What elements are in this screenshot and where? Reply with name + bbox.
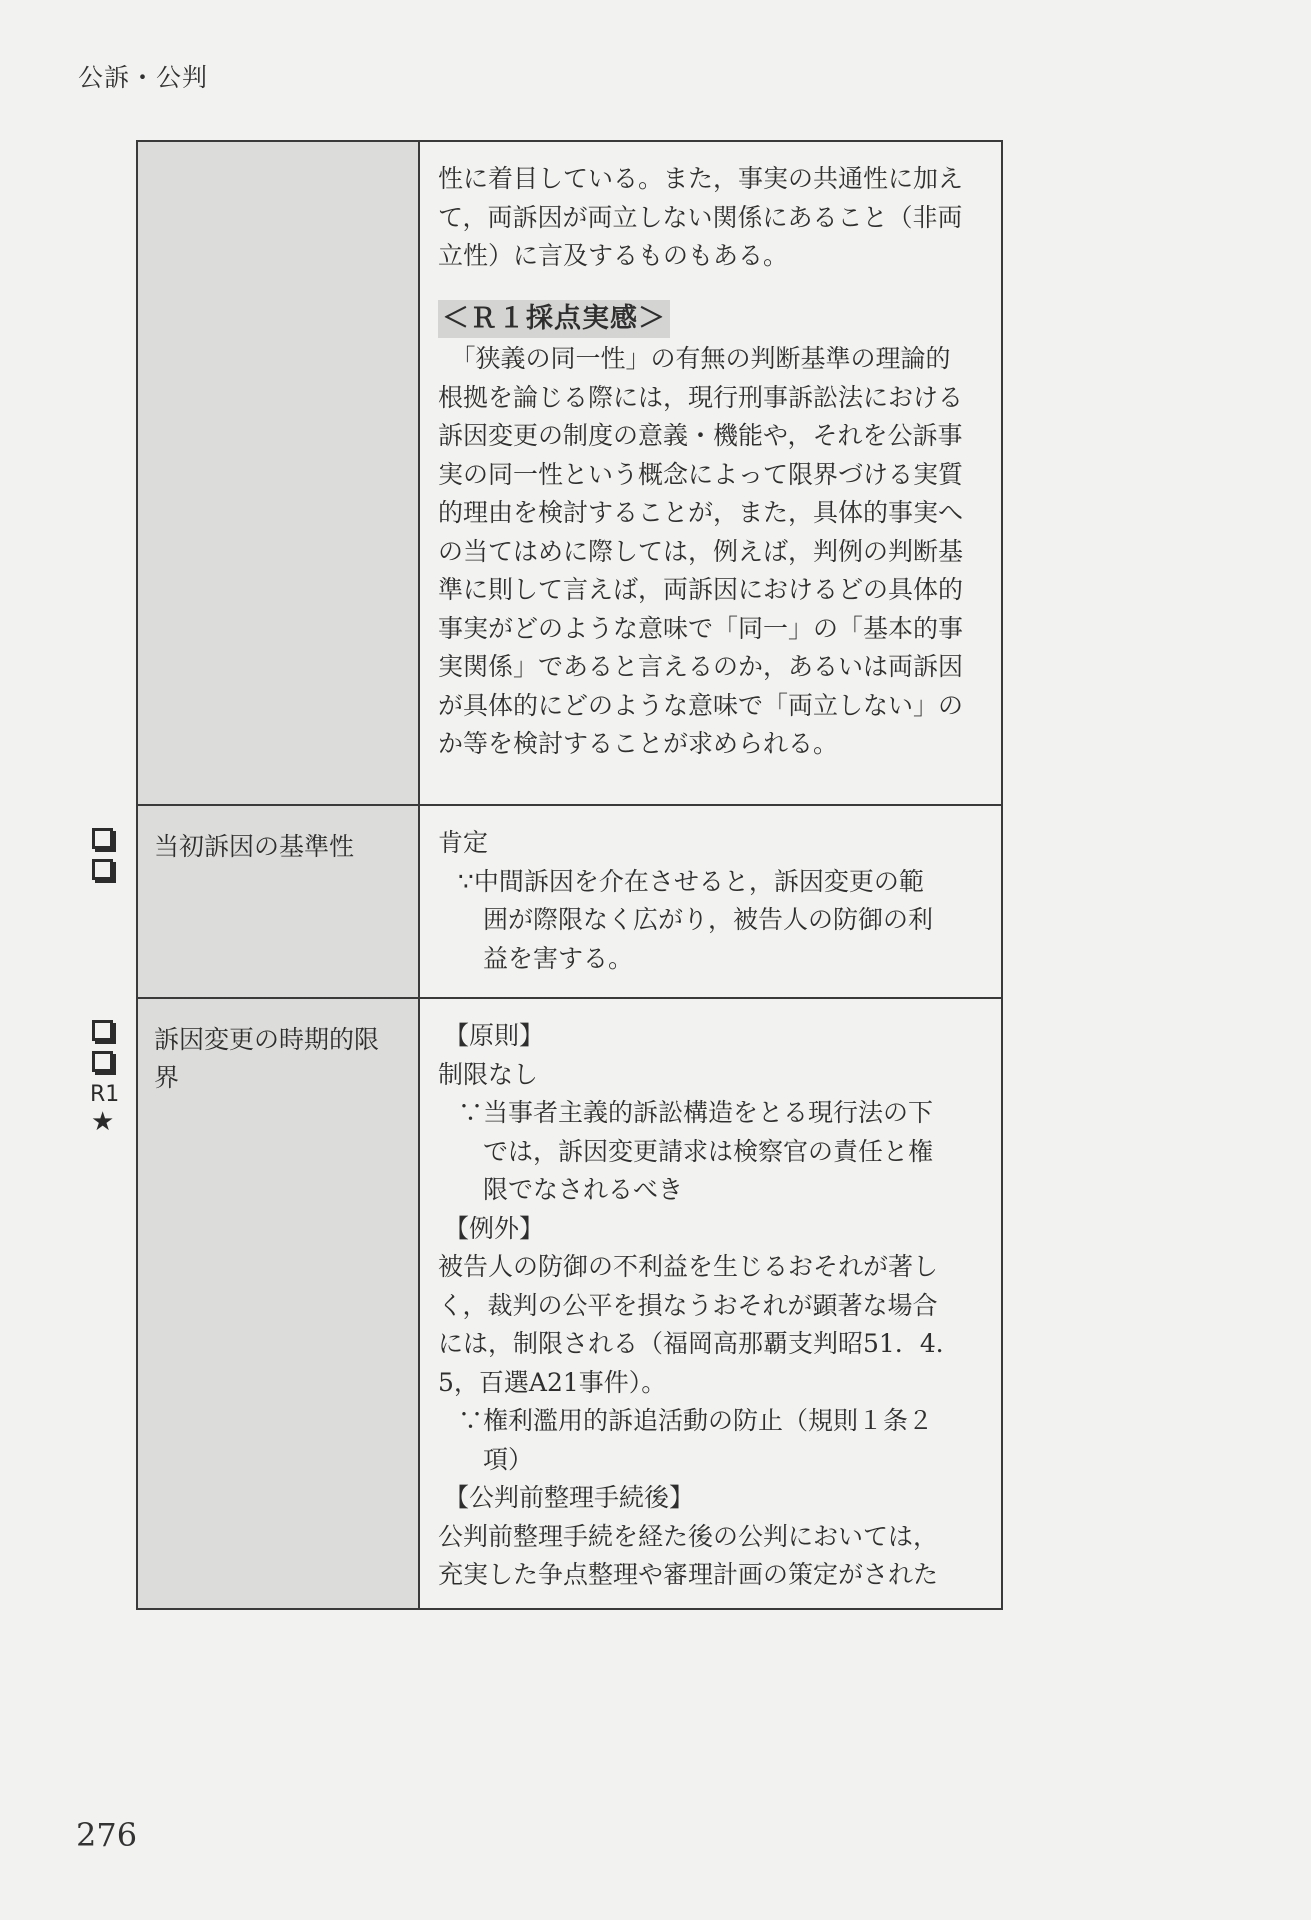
checkbox-icon[interactable]: [92, 1020, 113, 1041]
text-line: 性に着目している。また，事実の共通性に加え: [438, 164, 964, 193]
principle-text: 制限なし: [438, 1059, 539, 1089]
text-line: 根拠を論じる際には，現行刑事訴訟法における: [438, 382, 964, 412]
text-line: 「狭義の同一性」の有無の判断基準の理論的: [450, 344, 951, 373]
reason-line: ∵中間訴因を介在させると，訴因変更の範: [458, 866, 924, 896]
reason-line: 益を害する。: [483, 943, 634, 973]
text-line: 的理由を検討することが，また，具体的事実へ: [438, 498, 964, 527]
reason-line: 囲が際限なく広がり，被告人の防御の利: [483, 905, 934, 934]
text-line: 実の同一性という概念によって限界づける実質: [438, 459, 964, 489]
exam-year-tag: R1: [90, 1082, 120, 1107]
row-label-line: 界: [154, 1063, 180, 1092]
row-content: [420, 806, 1001, 997]
pretrial-heading: 【公判前整理手続後】: [444, 1483, 695, 1512]
text-line: 立性）に言及するものもある。: [438, 241, 789, 270]
table-row: [138, 804, 1001, 997]
text-line: か等を検討することが求められる。: [438, 729, 839, 758]
checkbox-icon[interactable]: [92, 1051, 113, 1072]
text-line: 準に則して言えば，両訴因におけるどの具体的: [438, 575, 964, 604]
reason-line: ∵当事者主義的訴訟構造をとる現行法の下: [458, 1098, 934, 1127]
reason-line: 項）: [483, 1444, 534, 1474]
star-icon: ★: [91, 1107, 115, 1137]
text-line: 事実がどのような意味で「同一」の「基本的事: [438, 613, 964, 643]
checkbox-icon[interactable]: [92, 828, 113, 849]
principle-heading: 【原則】: [444, 1021, 545, 1050]
exception-heading: 【例外】: [444, 1213, 545, 1243]
row-label: [138, 142, 420, 804]
row-label: [138, 999, 420, 1608]
row3-checkboxes: [90, 1014, 118, 1136]
row-content: [420, 142, 1001, 804]
row2-checkboxes: [90, 822, 118, 890]
reason-line: 限でなされるべき: [483, 1175, 684, 1204]
table-row: [138, 142, 1001, 804]
text-line: て，両訴因が両立しない関係にあること（非両: [438, 202, 963, 232]
text-line: 実関係」であると言えるのか，あるいは両訴因: [438, 652, 964, 681]
page-number: 276: [76, 1816, 138, 1854]
row-content: [420, 999, 1001, 1608]
conclusion: 肯定: [438, 828, 489, 857]
text-line: 充実した争点整理や審理計画の策定がされた: [438, 1560, 939, 1589]
table-row: [138, 997, 1001, 1608]
text-line: く，裁判の公平を損なうおそれが顕著な場合: [438, 1290, 938, 1320]
summary-table: [136, 140, 1003, 1610]
running-head: 公訴・公判: [78, 63, 209, 92]
section-heading: ＜Ｒ１採点実感＞: [438, 300, 670, 339]
text-line: 公判前整理手続を経た後の公判においては，: [438, 1521, 939, 1551]
reason-line: では，訴因変更請求は検察官の責任と権: [483, 1136, 934, 1166]
row-label: 当初訴因の基準性: [138, 806, 420, 997]
text-line: 訴因変更の制度の意義・機能や，それを公訴事: [438, 421, 963, 450]
text-line: が具体的にどのような意味で「両立しない」の: [438, 690, 964, 720]
text-line: の当てはめに際しては，例えば，判例の判断基: [438, 536, 964, 566]
reason-line: ∵権利濫用的訴追活動の防止（規則１条２: [458, 1406, 934, 1435]
row-label-line: 訴因変更の時期的限: [154, 1025, 380, 1054]
text-line: 5，百選A21事件）。: [438, 1367, 667, 1397]
checkbox-icon[interactable]: [92, 859, 113, 880]
text-line: 被告人の防御の不利益を生じるおそれが著し: [438, 1252, 939, 1281]
text-line: には，制限される（福岡高那覇支判昭51．4．: [438, 1329, 961, 1358]
